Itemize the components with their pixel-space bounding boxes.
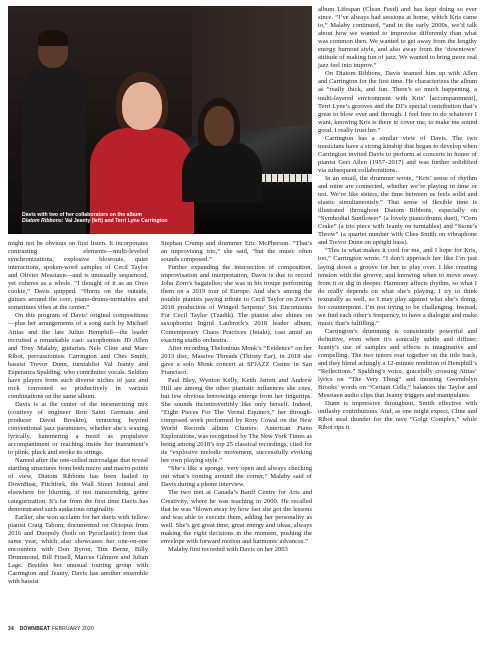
- paragraph: Stephan Crump and drummer Eric McPherson. “That’s an improvising trio,” she said, “but the music often sounds composed.”: [161, 240, 312, 264]
- paragraph: Davis is at the center of the mesmerizing mix (courtesy of engineer Ron Saint Germain and producer David Breskin), venturing beyond conventional jazz parameters, whether she’s waxing lyrically, hammering a motif as propulsive accompaniment or reaching inside her instrument’s to plink, pluck and stroke its strings.: [8, 400, 148, 457]
- paragraph: “This is what makes it cool for me, and I hope for Kris, too,” Carrington wrote. “I don’t approach her like I’m just laying down a groove for her to play over. I like creating tension with the groove, and knowing when to move away from it or dig in deeper. Harmony affects rhythm, so what I do really depends on what she’s playing. I try to think texturally as well, so I may play against what she’s doing, for counterpoint. I’m not trying to be challenging. Instead, we find each other’s frequency, to have a dialogue and make music that’s fulfilling.”: [318, 247, 477, 327]
- person-right-body: [182, 142, 262, 202]
- paragraph: might not be obvious on first listen. It incorporates contrasting elements—multi-leveled synchronizations, explosive blowouts, quiet interactions, spoken-word samples of Cecil Taylor and Olivier Messiaen—and is unusually sequenced, yet coheres as a whole. “I thought of it as an Oreo cookie,” Davis quipped. “Horns on the outside, guitars around the core, piano-drums-turntables and sometimes vibes at the center.”: [8, 240, 148, 312]
- magazine-name: DOWNBEAT: [19, 626, 51, 632]
- caption-line-1: Davis with two of her collaborators on the album: [22, 212, 142, 218]
- paragraph: Named after the one-celled microalgae that reveal startling structures from both micro and macro points of view, Diatom Ribbons has been hailed in DownBeat, Pitchfork, the Wall Street Journal and elsewhere for blurring, if not transcending, genre categorization. It’s far from the first time Davis has demonstrated such audacious originality.: [8, 457, 148, 513]
- paragraph: Malaby first recorded with Davis on her 2003: [168, 545, 288, 553]
- caption-line-2: [22, 218, 272, 224]
- article-column-3: [318, 6, 477, 432]
- photo-caption: [22, 212, 272, 224]
- paragraph: The two met at Canada’s Banff Centre for Arts and Creativity, where he was teaching in 2000. He recalled that he was “blown away by how fast she got the lessons and was able to execute them, adding her personality as well. She’s got great time, great energy and ideas, always making the right decisions in the moment, pushing the envelope with forward motion and harmonic advances.”: [161, 489, 312, 545]
- person-left-body: [22, 66, 86, 234]
- paragraph: Further expanding the intersection of composition, improvisation and interpretation, Davis is due to record John Zorn’s bagatelles; she was in his troupe performing them on a 2019 tour of Europe. And she’s among the notable pianists paying tribute to Cecil Taylor on Zorn’s 2018 production of Winged Serpents’ Six Encomiums For Cecil Taylor (Tzadik). The pianist also shines on saxophonist Ingrid Laubrock’s 2018 leader album, Contemporary Chaos Practices (Intakt), cast amid an exacting studio orchestra.: [161, 264, 312, 344]
- issue-date: FEBRUARY 2020: [51, 626, 94, 632]
- paragraph: On this program of Davis’ original compositions—plus her arrangements of a song each by Michaël Attias and the late Julius Hemphill—the leader recruited a remarkable cast: saxophonists JD Allen and Tony Malaby, guitarists Nels Cline and Marc Ribot, percussionists Carrington and Ches Smith, bassist Trevor Dunn, turntablist Val Jeanty and Esperanza Spalding, who contributes vocals. Seldom have players from such diverse niches of jazz and rock convened so productively in various combinations on the same album.: [8, 312, 148, 400]
- page-number: 34: [8, 626, 14, 632]
- page-footer: [8, 626, 94, 632]
- article-column-2: [161, 240, 312, 554]
- person-right-head: [204, 106, 234, 146]
- paragraph: “She’s like a sponge, very open and always checking out what’s coming around the corner,” Malaby said of Davis during a phone interview.: [161, 465, 312, 489]
- article-column-1: [8, 240, 148, 586]
- paragraph: On Diatom Ribbons, Davis teamed him up with Allen and Carrington for the first time. He characterizes the album as “really thick, and fun. There’s so much happening, a multi-layered environment with Kris’ [accompaniment], Terri Lyne’s grooves and the DJ’s special contribution that’s great to blow over and through. I feel free to do whatever I want, knowing Kris is there to cover me, to make me sound good. I really trust her.”: [318, 70, 477, 134]
- paragraph: Carrington has a similar view of Davis. The two musicians have a strong kinship that began to develop when Carrington invited Davis to perform at concerts in honor of pianist Geri Allen (1957–2017) and was further solidified via subsequent collaborations.: [318, 134, 477, 174]
- paragraph: album Lifespan (Clean Feed) and has kept doing so ever since. “I’ve always had sessions at home, which Kris came to,” Malaby continued, “and in the early 2000s, we’d talk about how we wanted to improvise differently than what was common then. We wanted to get away from the lengthy energy burnout style, and also away from the ‘downtown’ attitude of making fun of jazz. We wanted to bring more real jazz feel into improv.”: [318, 6, 477, 70]
- person-center-head: [122, 82, 162, 130]
- caption-album-title: Diatom Ribbons: [22, 218, 62, 225]
- paragraph: Earlier, she won acclaim for her duets with fellow pianist Craig Taborn, documented on Octopus from 2016 and Duopoly (both on Pyroclastic) from that same year, which also showcases her one-on-one encounters with Don Byron, Tim Berne, Billy Drummond, Bill Frisell, Marcus Gilmore and Julian Lage. Besides her unusual touring group with Carrington and Jeanty, Davis has another ensemble with bassist: [8, 513, 148, 585]
- paragraph: In an email, the drummer wrote, “Kris’ sense of rhythm and mine are connected, whether we’re playing in time or not. We’re like sisters, the time between us feels solid and elastic simultaneously.” That sense of flexible time is illustrated throughout Diatom Ribbons, especially on “Symbodial Sunflower” (a lovely piano/drums duet), “Corn Crake” (a trio piece with Jeanty on turntables) and “Stone’s Throw” (a quartet number with Ches Smith on vibraphone and Trevor Dunn on upright bass).: [318, 174, 477, 247]
- caption-names: : Val Jeanty (left) and Terri Lyne Carrington: [61, 218, 168, 225]
- paragraph: After recording Thelonious Monk’s “Evidence” on her 2013 disc, Massive Threads (Thirsty Ear), in 2018 she gave a solo Monk concert at SFJAZZ Center in San Francisco.: [161, 344, 312, 376]
- paragraph: Paul Bley, Wynton Kelly, Keith Jarrett and Andrew Hill are among the other pianistic influences she cites, but few obvious borrowings emerge from her fingertips. She sounds incontrovertibly like only herself. Indeed, “Eight Pieces For The Vernal Equinox,” her through-composed work performed by Rory Cowal on the New World Records album Clusters: American Piano Explorations, was recognized by The New York Times as being among 2018’s top 25 classical recordings, cited for its “explosive melodic movement, successfully evoking her own playing style.”: [161, 376, 312, 465]
- paragraph: Carrington’s drumming is consistently powerful and definitive, even when it’s sonically subtle and diffuse; Jeanty’s use of samples and effects is imaginative and compelling. The two tenors roar together on the title track, and they blend achingly a 12-minute rendition of Hemphill’s “Reflections.” Spalding’s voice, gracefully crossing Attias’ lyrics on “The Very Thing” and intoning Gwendolyn Brooks’ words on “Certain Cells,” balances the Taylor and Messiaen audio clips that Jeanty triggers and manipulates.: [318, 327, 477, 400]
- paragraph: Dunn is impressive throughout, Smith effective with unflashy contributions. And, as one might expect, Cline and Ribot steal thunder for the rave “Golgi Complex,” while Ribot rips it: [318, 400, 477, 432]
- photo: [8, 6, 312, 234]
- person-left-hair: [38, 30, 68, 46]
